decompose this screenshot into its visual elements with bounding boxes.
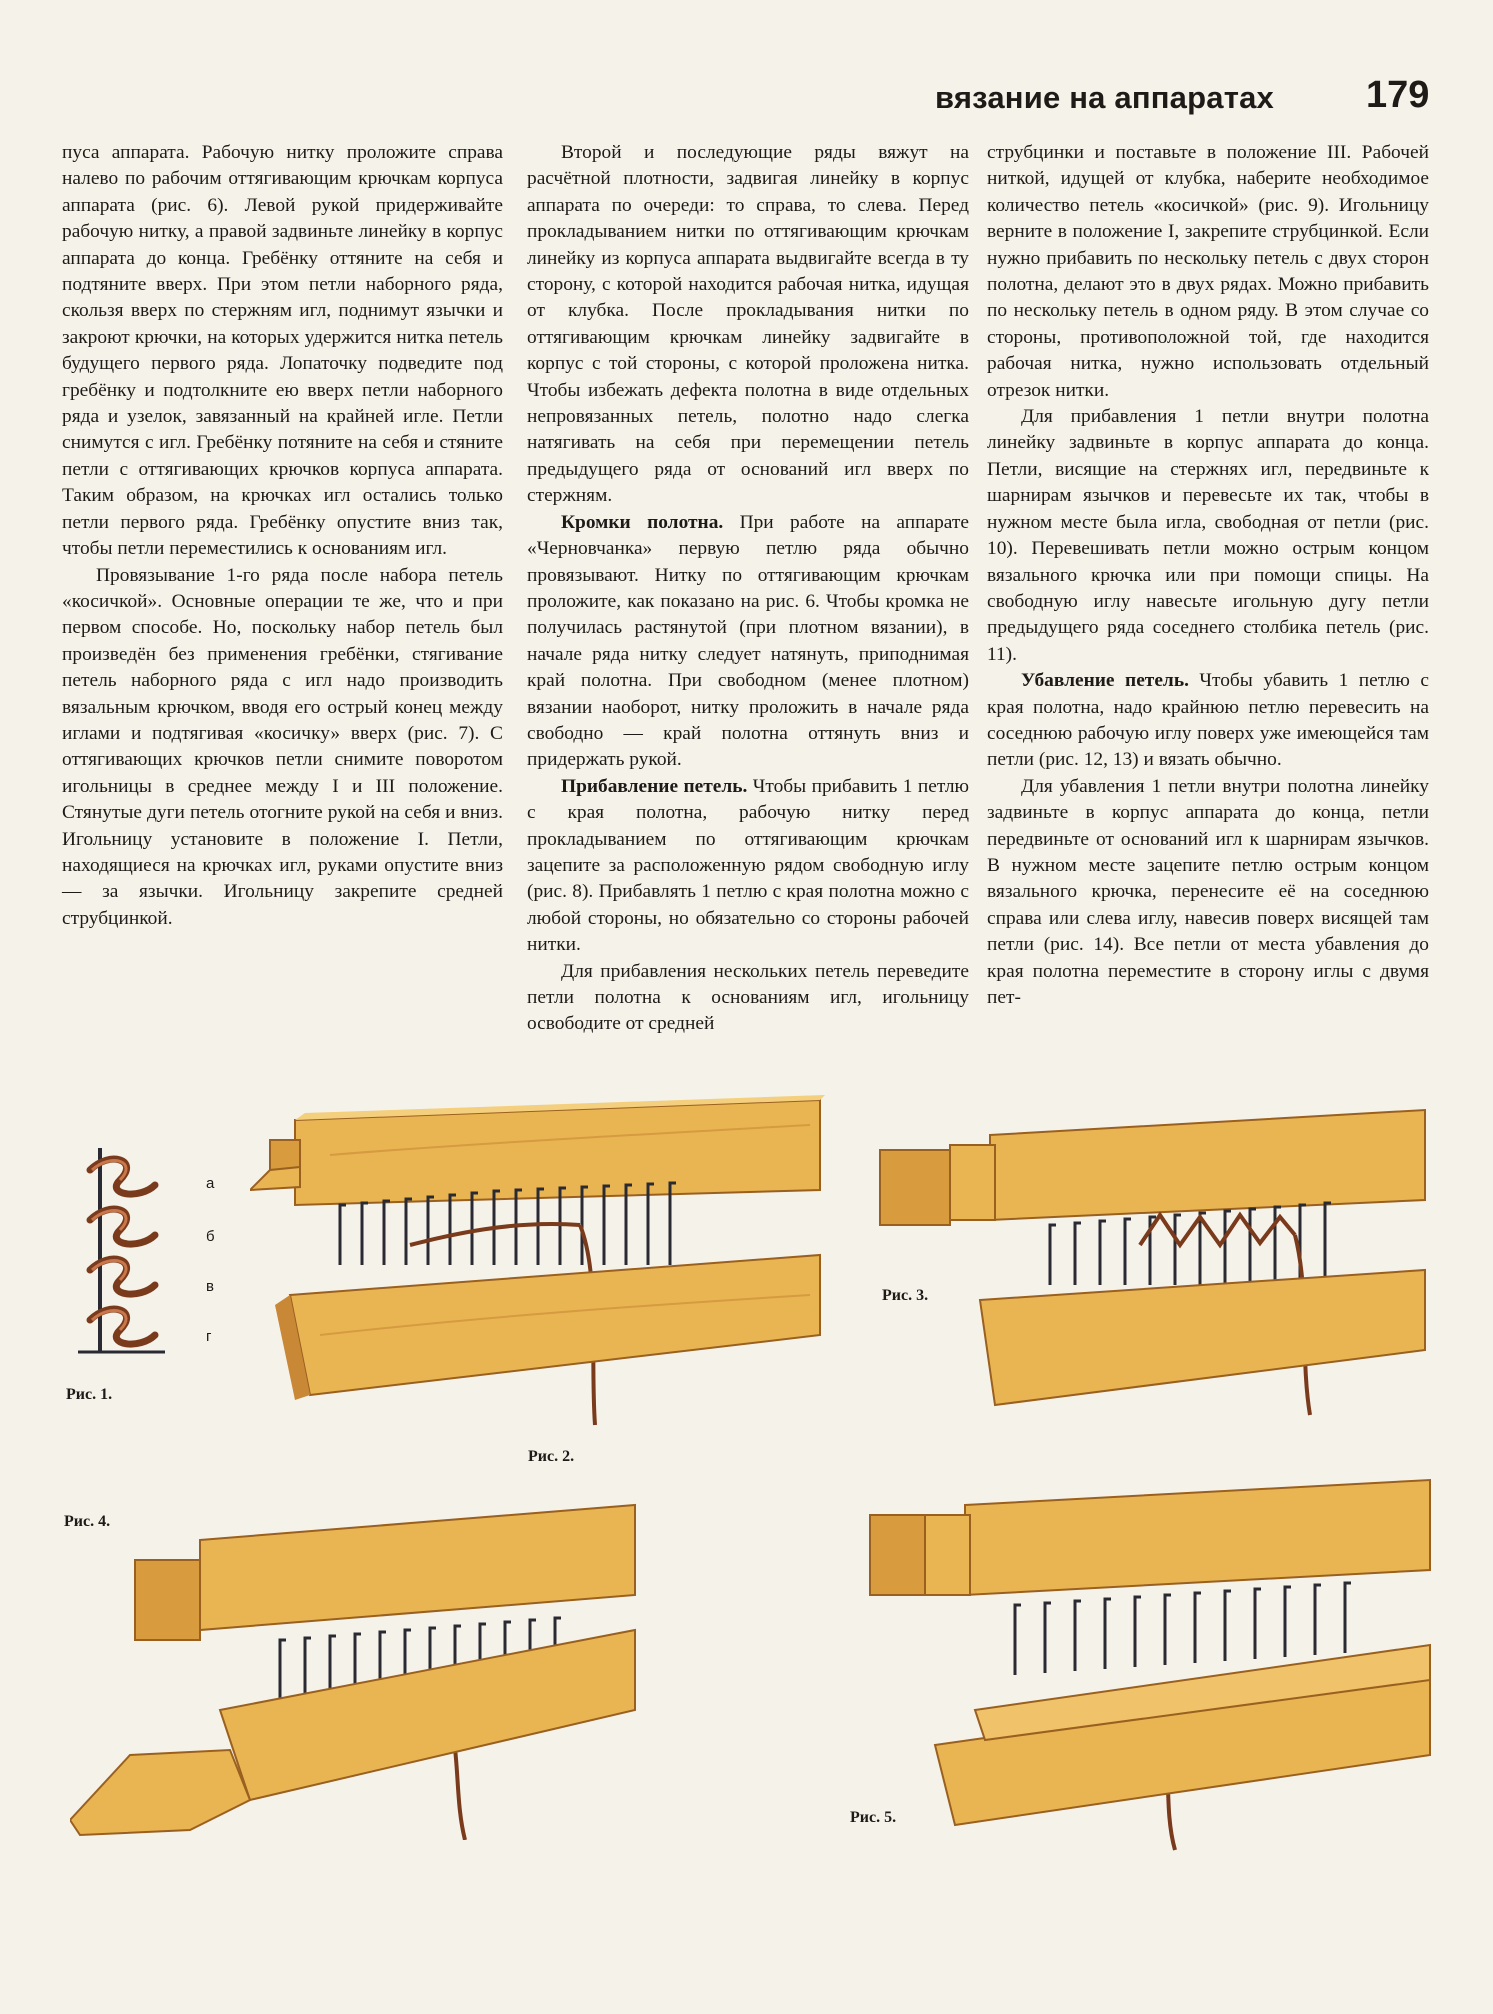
paragraph: Для прибавления нескольких петель переведите петли полотна к основаниям игл, игольницу освободите от средней <box>527 960 969 1035</box>
figure-1-caption: Рис. 1. <box>66 1386 113 1403</box>
paragraph <box>527 774 969 959</box>
section-heading: Кромки полотна. <box>561 511 724 533</box>
running-header: вязание на аппаратах <box>935 80 1274 115</box>
figure-3-knitting-machine-illustration <box>870 1105 1430 1425</box>
paragraph-text: Чтобы прибавить 1 петлю с края полотна, рабочую нитку перед прокладыванием по оттягивающим крючкам зацепите за расположенную рядом свободную иглу (рис. 8). Прибавлять 1 петлю с края полотна можно с любой стороны, но обязательно со стороны рабочей нитки. <box>527 775 969 956</box>
paragraph: Для прибавления 1 петли внутри полотна линейку задвиньте в корпус аппарата до конца. Петли, висящие на стержнях игл, передвиньте к шарнирам язычков и перевесьте их так, чтобы в нужном месте была игла, свободная от петли (рис. 10). Перевешивать петли можно острым концом вязального крючка или при помощи спицы. На свободную иглу навесьте игольную дугу петли предыдущего ряда соседнего столбика петель (рис. 11). <box>987 406 1429 665</box>
paragraph <box>987 668 1429 774</box>
figure-1-label-b: б <box>206 1228 215 1245</box>
figure-5-knitting-machine-illustration <box>865 1475 1435 1855</box>
figure-4-knitting-machine-illustration <box>70 1500 640 1840</box>
paragraph: Для убавления 1 петли внутри полотна линейку задвиньте в корпус аппарата до конца, петли передвиньте от оснований игл к шарнирам язычков. В нужном месте зацепите петлю острым концом вязального крючка, перенесите её на соседнюю справа или слева иглу, навесив поверх висящей там петли (рис. 14). Все петли от места убавления до края полотна переместите в сторону иглы с двумя пет- <box>987 775 1429 1008</box>
figure-1-braid-illustration <box>60 1140 200 1360</box>
page-number: 179 <box>1366 74 1430 116</box>
paragraph-text: Чтобы убавить 1 петлю с края полотна, надо крайнюю петлю перевесить на соседнюю рабочую иглу поверх уже имеющейся там петли (рис. 12, 13) и вязать обычно. <box>987 670 1429 771</box>
section-heading: Прибавление петель. <box>561 775 748 797</box>
text-column-3 <box>987 140 1429 1011</box>
figure-3-caption: Рис. 3. <box>882 1287 929 1304</box>
figure-1-label-a: а <box>206 1175 215 1192</box>
figure-4-caption: Рис. 4. <box>64 1513 111 1530</box>
paragraph: струбцинки и поставьте в положение III. Рабочей ниткой, идущей от клубка, наберите необходимое количество петель «косичкой» (рис. 9). Игольницу верните в положение I, закрепите струбцинкой. Если нужно прибавить по нескольку петель с двух сторон полотна, делают это в двух рядах. Можно прибавить по нескольку петель в одном ряду. В этом случае со стороны, противоположной той, где находится рабочая нитка, нужно использовать отдельный отрезок нитки. <box>987 142 1429 401</box>
paragraph-text: При работе на аппарате «Черновчанка» первую петлю ряда обычно провязывают. Нитку по оттягивающим крючкам проложите, как показано на рис. 6. Чтобы кромка не получилась растянутой (при плотном вязании), в начале ряда нитку следует натянуть, приподнимая край полотна. При свободном (менее плотном) вязании наоборот, нитку проложить в начале ряда свободно — край полотна оттянуть вниз и придержать рукой. <box>527 511 969 771</box>
figure-2-knitting-machine-illustration <box>250 1095 825 1430</box>
paragraph: пуса аппарата. Рабочую нитку проложите справа налево по рабочим оттягивающим крючкам корпуса аппарата (рис. 6). Левой рукой придерживайте рабочую нитку, а правой задвиньте линейку в корпус аппарата до конца. Гребёнку оттяните на себя и подтяните вверх. При этом петли наборного ряда, скользя вверх по стержням игл, поднимут язычки и закроют крючки, на которых удержится нитка петель будущего первого ряда. Лопаточку подведите под гребёнку и подтолкните ею вверх петли наборного ряда и узелок, завязанный на крайней игле. Петли снимутся с игл. Гребёнку потяните на себя и стяните петли с оттягивающих крючков корпуса аппарата. Таким образом, на крючках игл остались только петли первого ряда. Гребёнку опустите вниз так, чтобы петли переместились к основаниям игл. <box>62 142 503 560</box>
figure-5-caption: Рис. 5. <box>850 1809 897 1826</box>
figure-2-caption: Рис. 2. <box>528 1448 575 1465</box>
paragraph <box>527 510 969 774</box>
figure-1-label-v: в <box>206 1278 214 1295</box>
paragraph: Второй и последующие ряды вяжут на расчётной плотности, задвигая линейку в корпус аппарата по очереди: то справа, то слева. Перед прокладыванием нитки по оттягивающим крючкам линейку из корпуса аппарата выдвигайте всегда в ту сторону, с которой находится рабочая нитка, идущая от клубка. После прокладывания нитки по оттягивающим крючкам линейку задвигайте в корпус с той стороны, с которой проложена нитка. Чтобы избежать дефекта полотна в виде отдельных непровязанных петель, полотно надо слегка натягивать на себя при перемещении петель предыдущего ряда от оснований игл вверх по стержням. <box>527 142 969 507</box>
figure-1-label-g: г <box>206 1328 212 1345</box>
paragraph: Провязывание 1-го ряда после набора петель «косичкой». Основные операции те же, что и при первом способе. Но, поскольку набор петель был произведён без применения гребёнки, стягивание петель наборного ряда с игл надо производить вязальным крючком, вводя его острый конец между иглами и подтягивая «косичку» вверх (рис. 7). С оттягивающих крючков петли снимите поворотом игольницы в среднее между I и III положение. Стянутые дуги петель отогните рукой на себя и вниз. Игольницу установите в положение I. Петли, находящиеся на крючках игл, руками опустите вниз — за язычки. Игольницу закрепите средней струбцинкой. <box>62 564 503 929</box>
text-column-1 <box>62 140 503 932</box>
section-heading: Убавление петель. <box>1021 670 1189 692</box>
text-column-2 <box>527 140 969 1038</box>
